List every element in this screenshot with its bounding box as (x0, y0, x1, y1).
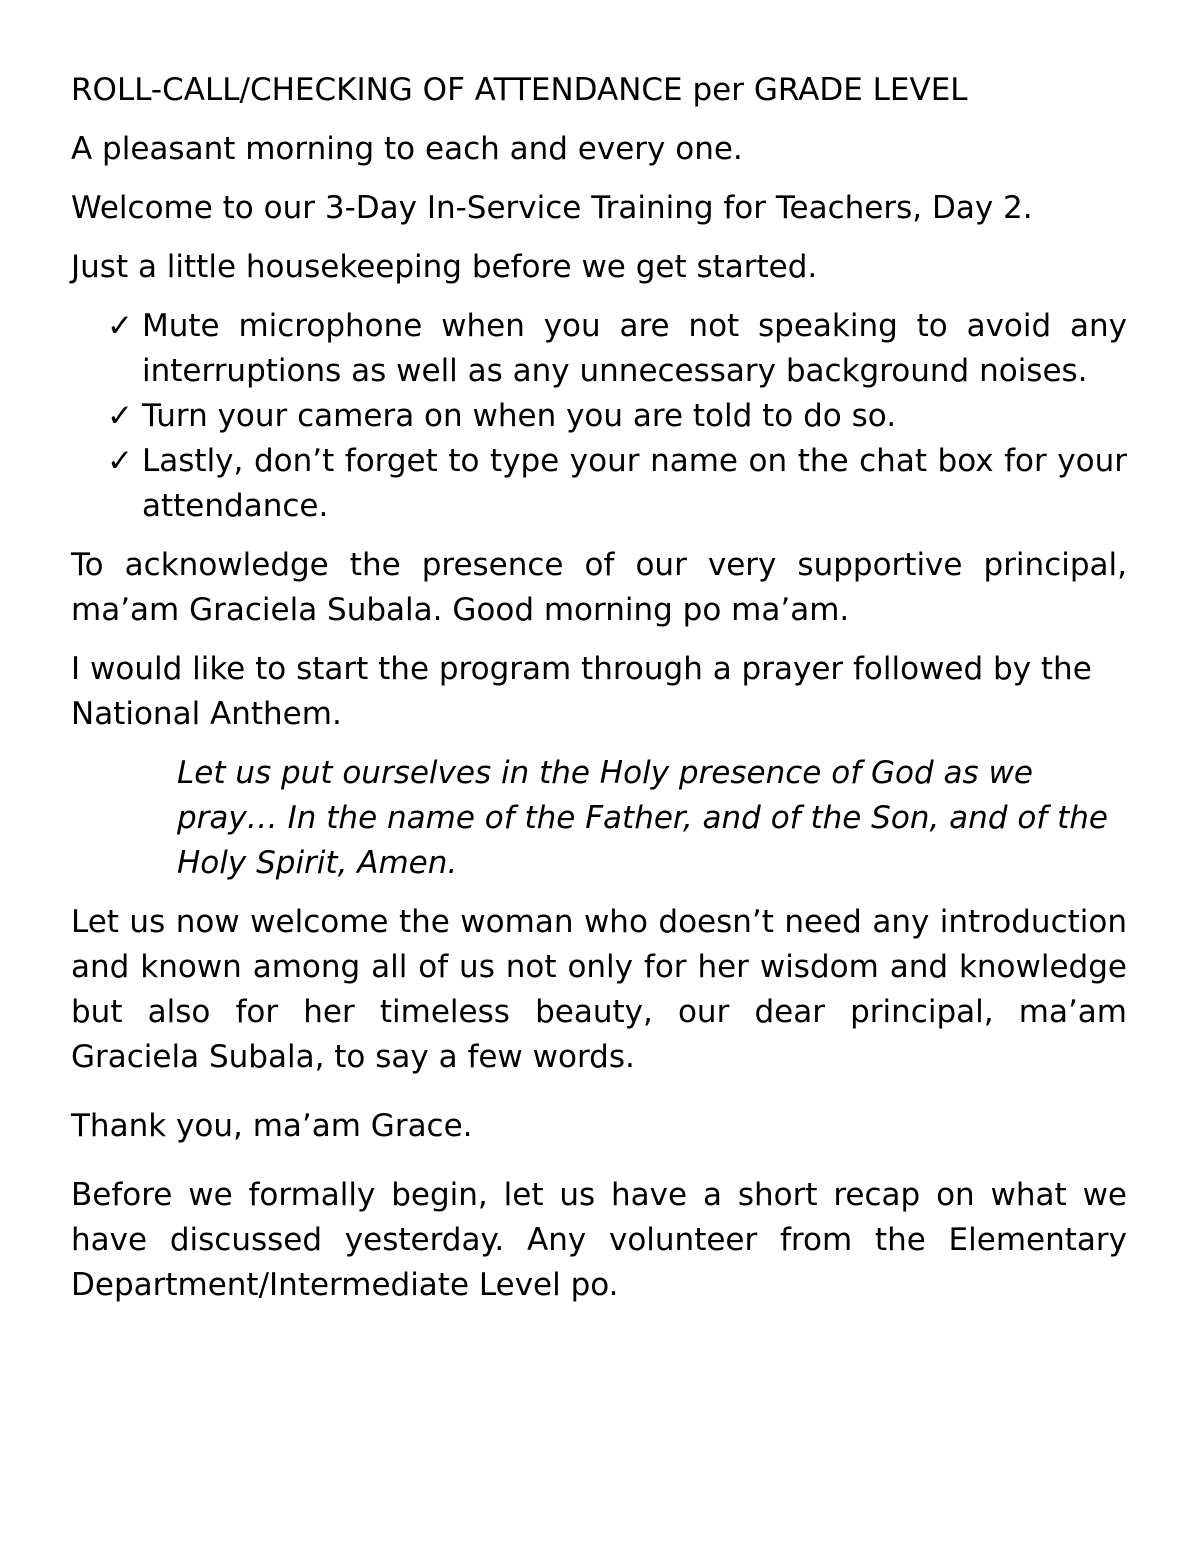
introduction-paragraph: Let us now welcome the woman who doesn’t need any introduction and known among all of us not only for her wisdom and knowledge but also for her timeless beauty, our dear principal, ma’am Graciela Subala, to say a few words. (71, 904, 1127, 1075)
document-page (71, 68, 1127, 1308)
checklist-item-text: Turn your camera on when you are told to do so. (142, 398, 897, 434)
recap-paragraph: Before we formally begin, let us have a short recap on what we have discussed yesterday. Any volunteer from the Elementary Department/Intermediate Level po. (71, 1177, 1127, 1303)
checkmark-icon: ✓ (107, 398, 133, 434)
checklist-item (71, 439, 1127, 529)
thanks-paragraph: Thank you, ma’am Grace. (71, 1108, 473, 1144)
housekeeping-intro: Just a little housekeeping before we get started. (71, 249, 818, 285)
checklist-item-text: Lastly, don’t forget to type your name on the chat box for your attendance. (142, 443, 1127, 524)
document-heading: ROLL-CALL/CHECKING OF ATTENDANCE per GRADE LEVEL (71, 72, 968, 108)
greeting-paragraph: A pleasant morning to each and every one. (71, 131, 743, 167)
checkmark-icon: ✓ (107, 308, 133, 344)
checkmark-icon: ✓ (107, 443, 133, 479)
acknowledge-paragraph: To acknowledge the presence of our very supportive principal, ma’am Graciela Subala. Good morning po ma’am. (71, 547, 1127, 628)
checklist-item-text: Mute microphone when you are not speaking to avoid any interruptions as well as any unnecessary background noises. (142, 308, 1127, 389)
checklist-item (71, 304, 1127, 394)
checklist-item (71, 394, 1127, 439)
welcome-paragraph: Welcome to our 3-Day In-Service Training for Teachers, Day 2. (71, 190, 1033, 226)
housekeeping-checklist (71, 304, 1127, 529)
prayer-paragraph: Let us put ourselves in the Holy presence of God as we pray… In the name of the Father, and of the Son, and of the Holy Spirit, Amen. (177, 755, 1108, 881)
program-start-paragraph: I would like to start the program through a prayer followed by the National Anthem. (71, 651, 1092, 732)
